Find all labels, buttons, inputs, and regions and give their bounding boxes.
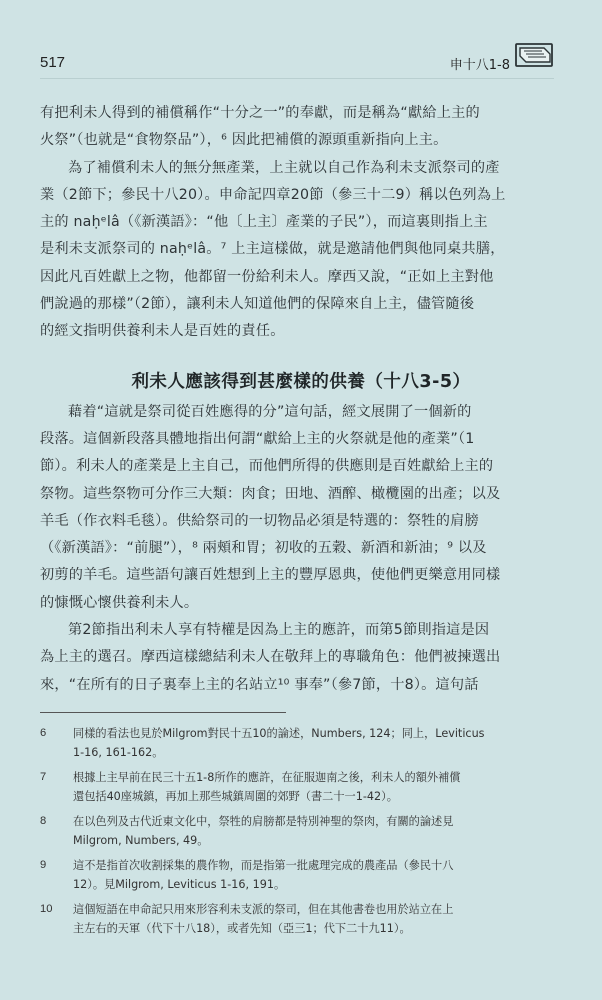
footnote: [40, 856, 560, 894]
footnote-number: 6: [40, 727, 47, 739]
footnote-line: Milgrom, Numbers, 49。: [73, 834, 209, 847]
text-line: 第2節指出利未人享有特權是因為上主的應許，而第5節則指這是因: [68, 622, 490, 639]
text-line: 初剪的羊毛。這些語句讓百姓想到上主的豐厚恩典，使他們更樂意用同樣: [40, 567, 501, 584]
text-line: 是利未支派祭司的 naḥᵉlâ。⁷ 上主這樣做，就是邀請他們與他同桌共膳，: [40, 241, 505, 258]
text-line: 祭物。這些祭物可分作三大類：肉食；田地、酒醡、橄欖園的出產；以及: [40, 485, 501, 502]
footnote-line: 12）。見Milgrom, Leviticus 1-16, 191。: [73, 878, 286, 891]
text-line: 火祭”（也就是“食物祭品”），⁶ 因此把補償的源頭重新指向上主。: [40, 132, 448, 149]
footnote-number: 10: [40, 903, 53, 915]
text-line: 的經文指明供養利未人是百姓的責任。: [40, 323, 285, 340]
header-rule: [40, 78, 554, 79]
paragraph: [40, 617, 562, 699]
text-line: 的慷慨心懷供養利未人。: [40, 594, 199, 611]
footnote-line: 主左右的天軍（代下十八18），或者先知（亞三1；代下二十九11）。: [73, 922, 411, 935]
text-line: 為了補償利未人的無分無產業，上主就以自己作為利未支派祭司的產: [68, 159, 500, 176]
text-line: 藉着“這就是祭司從百姓應得的分”這句話，經文展開了一個新的: [68, 403, 472, 420]
footnote-number: 8: [40, 815, 47, 827]
text-line: 來，“在所有的日子裏奉上主的名站立¹⁰ 事奉”（參7節，十8）。這句話: [40, 676, 479, 693]
text-line: 為上主的選召。摩西這樣總結利未人在敬拜上的專職角色：他們被揀選出: [40, 649, 501, 666]
paragraph: [40, 155, 562, 346]
footnote-number: 7: [40, 771, 47, 783]
footnote-line: 在以色列及古代近東文化中，祭牲的肩膀都是特別神聖的祭肉，有關的論述見: [73, 815, 454, 828]
paragraph-continuation: [40, 100, 562, 155]
footnote-line: 1-16, 161-162。: [73, 746, 164, 759]
text-line: 有把利未人得到的補償稱作“十分之一”的奉獻，而是稱為“獻給上主的: [40, 105, 480, 121]
footnote-line: 這個短語在申命記只用來形容利未支派的祭司，但在其他書卷也用於站立在上: [73, 903, 454, 916]
footnotes: [40, 724, 560, 944]
footnote-number: 9: [40, 859, 47, 871]
text-line: 們說過的那樣”（2節），讓利未人知道他們的保障來自上主，儘管隨後: [40, 296, 475, 313]
text-line: 羊毛（作衣料毛毯）。供給祭司的一切物品必須是特選的：祭牲的肩膀: [40, 512, 479, 529]
text-line: 業（2節下；參民十八20）。申命記四章20節（參三十二9）稱以色列為上: [40, 186, 506, 203]
footnote-line: 根據上主早前在民三十五1-8所作的應許，在征服迦南之後，利未人的額外補償: [73, 771, 461, 784]
open-book-icon: [514, 40, 554, 70]
text-line: 段落。這個新段落具體地指出何謂“獻給上主的火祭就是他的產業”（1: [40, 430, 475, 447]
footnote: [40, 768, 560, 806]
main-text: [40, 100, 562, 699]
text-line: 主的 naḥᵉlâ（《新漢語》：“他〔上主〕產業的子民”），而這裏則指上主: [40, 214, 488, 231]
text-line: 節）。利未人的產業是上主自己，而他們所得的供應則是百姓獻給上主的: [40, 458, 494, 475]
footnote: [40, 812, 560, 850]
section-title: 利未人應該得到甚麼樣的供養（十八3-5）: [131, 371, 471, 392]
text-line: （《新漢語》：“前腿”），⁸ 兩頰和胃；初收的五穀、新酒和新油；⁹ 以及: [40, 540, 487, 557]
footnote: [40, 724, 560, 762]
footnote-rule: [40, 712, 286, 713]
running-head: 申十八1-8: [449, 58, 510, 73]
text-line: 因此凡百姓獻上之物，他都留一份給利未人。摩西又說，“正如上主對他: [40, 268, 494, 285]
footnote-line: 還包括40座城鎮，再加上那些城鎮周圍的郊野（書二十一1-42）。: [73, 790, 398, 803]
footnote: [40, 900, 560, 938]
paragraph: [40, 399, 562, 617]
footnote-line: 同樣的看法也見於Milgrom對民十五10的論述，Numbers, 124；同上，Leviticus: [73, 727, 485, 740]
page-number: 517: [40, 54, 66, 71]
footnote-line: 這不是指首次收割採集的農作物，而是指第一批處理完成的農產品（參民十八: [73, 859, 454, 872]
